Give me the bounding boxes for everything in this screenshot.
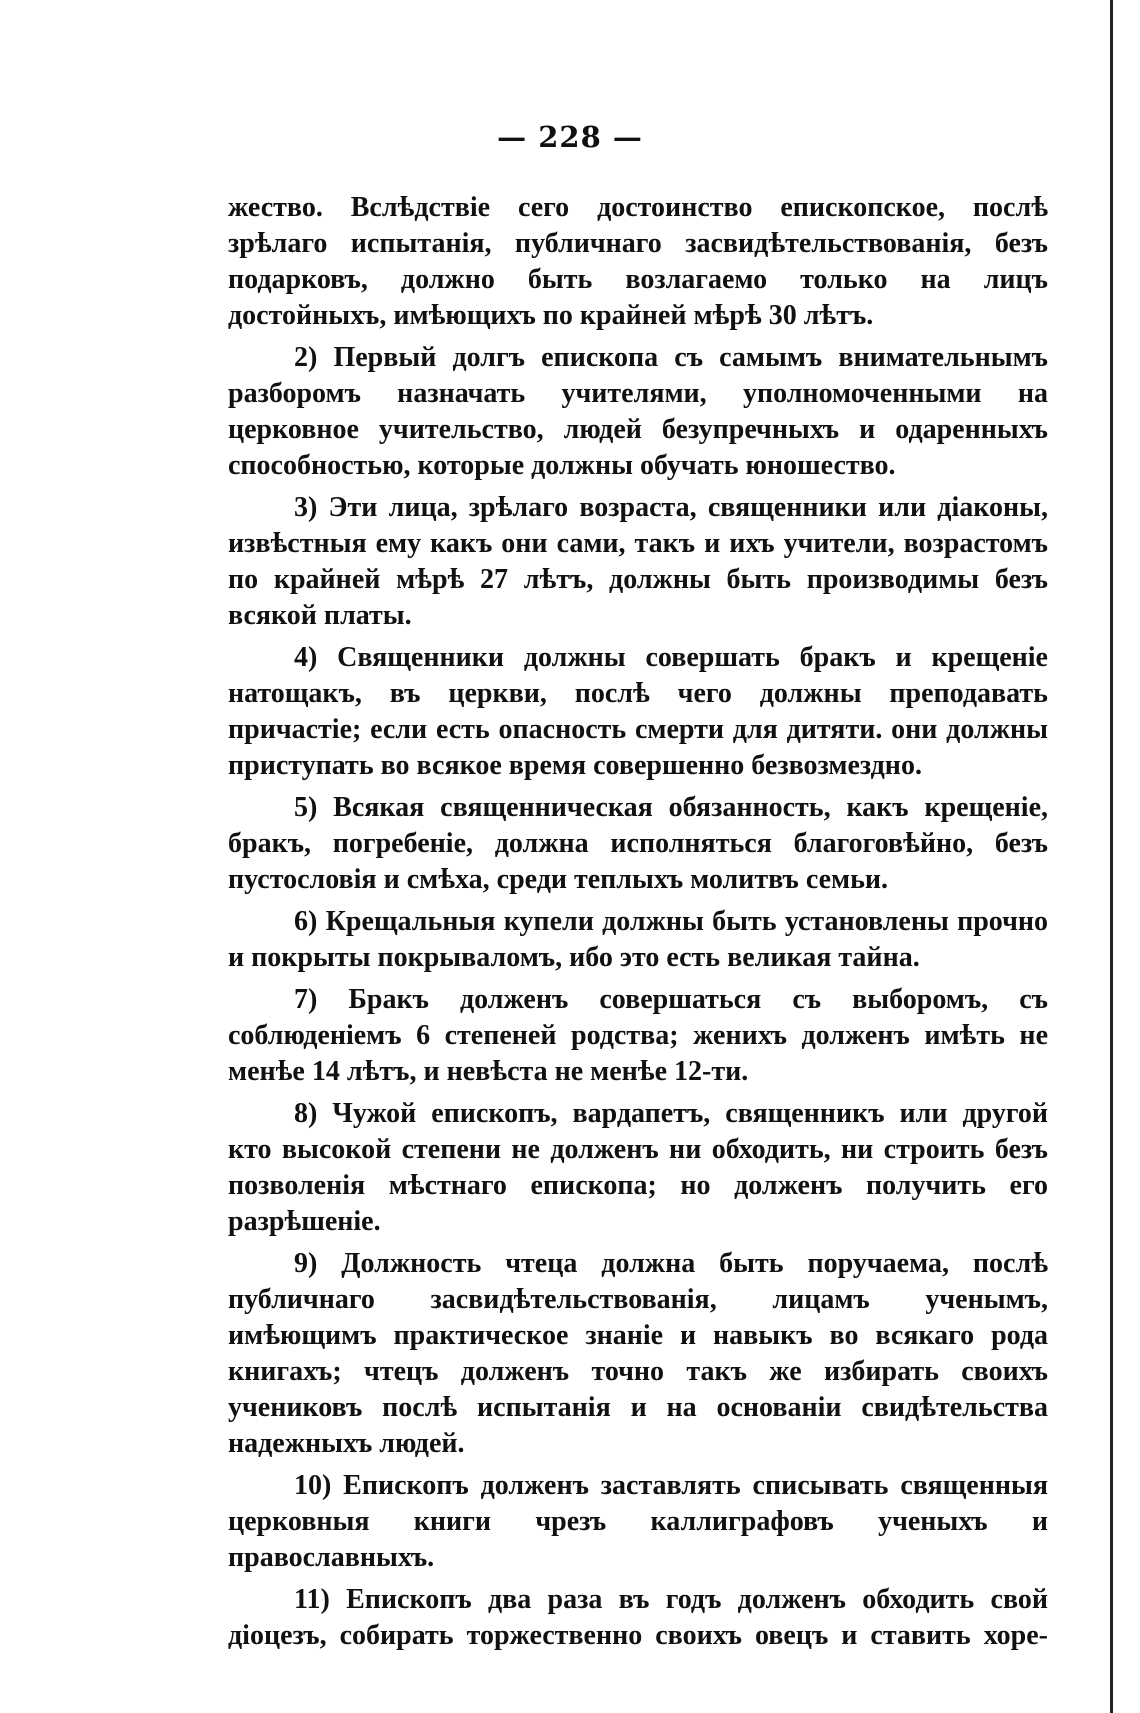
paragraph-item-2: 2) Первый долгъ епископа съ самымъ внимательнымъ разборомъ назначать учителями, уполномоченными на церковное учительство, людей безупречныхъ и одаренныхъ способностью, которые должны обучать юношество.	[228, 342, 1048, 481]
paragraph-continued: жество. Вслѣдствіе сего достоинство епископское, послѣ зрѣлаго испытанія, публичнаго засвидѣтельствованія, безъ подарковъ, должно быть возлагаемо только на лицъ достойныхъ, имѣющихъ по крайней мѣрѣ 30 лѣтъ.	[228, 192, 1048, 331]
page-body	[228, 190, 1048, 1660]
paragraph-item-10: 10) Епископъ долженъ заставлять списывать священныя церковныя книги чрезъ каллиграфовъ ученыхъ и православныхъ.	[228, 1470, 1048, 1573]
paragraph-item-6: 6) Крещальныя купели должны быть установлены прочно и покрыты покрываломъ, ибо это есть великая тайна.	[228, 906, 1048, 973]
paragraph-item-7: 7) Бракъ долженъ совершаться съ выборомъ, съ соблюденіемъ 6 степеней родства; женихъ долженъ имѣть не менѣе 14 лѣтъ, и невѣста не менѣе 12-ти.	[228, 984, 1048, 1087]
page-number: — 228 —	[497, 120, 643, 154]
paragraph-item-11: 11) Епископъ два раза въ годъ долженъ обходить свой діоцезъ, собирать торжественно своихъ овецъ и ставить хоре-	[228, 1584, 1048, 1651]
paragraph-item-4: 4) Священники должны совершать бракъ и крещеніе натощакъ, въ церкви, послѣ чего должны преподавать причастіе; если есть опасность смерти для дитяти. они должны приступать во всякое время совершенно безвозмездно.	[228, 642, 1048, 781]
paragraph-item-5: 5) Всякая священническая обязанность, какъ крещеніе, бракъ, погребеніе, должна исполняться благоговѣйно, безъ пустословія и смѣха, среди теплыхъ молитвъ семьи.	[228, 792, 1048, 895]
paragraph-item-8: 8) Чужой епископъ, вардапетъ, священникъ или другой кто высокой степени не долженъ ни обходить, ни строить безъ позволенія мѣстнаго епископа; но долженъ получить его разрѣшеніе.	[228, 1098, 1048, 1237]
page-edge-divider	[1110, 0, 1113, 1713]
paragraph-item-9: 9) Должность чтеца должна быть поручаема, послѣ публичнаго засвидѣтельствованія, лицамъ ученымъ, имѣющимъ практическое знаніе и навыкъ во всякаго рода книгахъ; чтецъ долженъ точно такъ же избирать своихъ учениковъ послѣ испытанія и на основаніи свидѣтельства надежныхъ людей.	[228, 1248, 1048, 1459]
paragraph-item-3: 3) Эти лица, зрѣлаго возраста, священники или діаконы, извѣстныя ему какъ они сами, такъ и ихъ учители, возрастомъ по крайней мѣрѣ 27 лѣтъ, должны быть производимы безъ всякой платы.	[228, 492, 1048, 631]
